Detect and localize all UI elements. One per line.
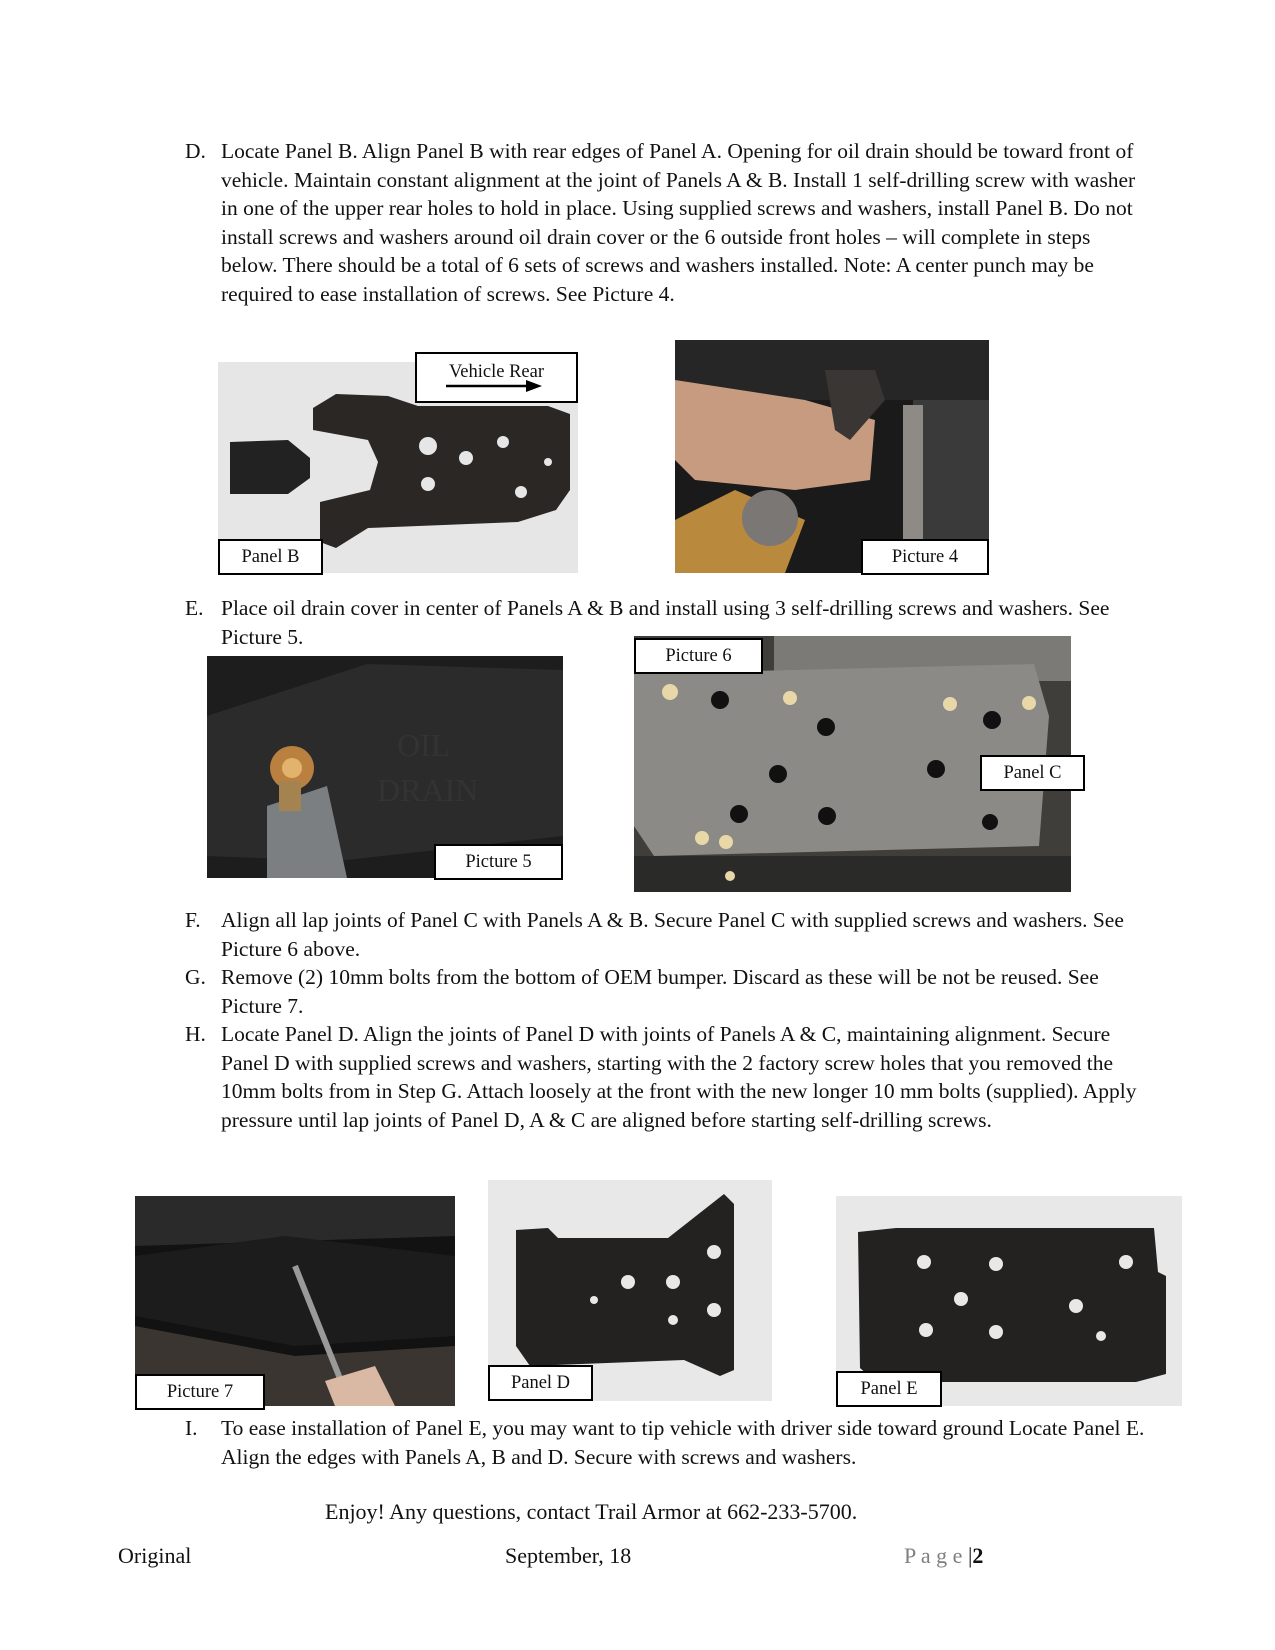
panel-d-label (488, 1365, 593, 1401)
step-text: Locate Panel B. Align Panel B with rear edges of Panel A. Opening for oil drain should be toward front of vehicle. Maintain constant alignment at the joint of Panels A & B. Install 1 self-drilling screw with washer in one of the upper rear holes to hold in place. Using supplied screws and washers, install Panel B. Do not install screws and washers around oil drain cover or the 6 outside front holes – will complete in steps below. There should be a total of 6 sets of screws and washers installed. Note: A center punch may be required to ease installation of screws. See Picture 4. (221, 139, 1136, 306)
panel-e-label (836, 1371, 942, 1407)
panel-d-label-text: Panel D (510, 1372, 571, 1393)
panel-b-label (218, 539, 323, 575)
step-letter: D. (185, 139, 206, 163)
drain-embossed-text: DRAIN (377, 772, 479, 808)
picture-4-label (861, 539, 989, 575)
panel-e-label-text: Panel E (860, 1378, 918, 1399)
picture-7-label-text: Picture 7 (166, 1381, 234, 1402)
panel-b-label-text: Panel B (241, 546, 300, 567)
arrow-right-icon (446, 380, 542, 392)
step-letter: F. (185, 908, 201, 932)
picture-7-label (135, 1374, 265, 1410)
panel-c-label (980, 755, 1085, 791)
picture-4-label-text: Picture 4 (891, 546, 959, 567)
step-text: To ease installation of Panel E, you may want to tip vehicle with driver side toward ground Locate Panel E. Align the edges with Panels A, B and D. Secure with screws and washers. (221, 1416, 1145, 1469)
closing-line: Enjoy! Any questions, contact Trail Armor at 662-233-5700. (325, 1499, 858, 1524)
step-i (185, 1414, 1145, 1471)
step-text: Locate Panel D. Align the joints of Panel D with joints of Panels A & C, maintaining alignment. Secure Panel D with supplied screws and washers, starting with the 2 factory screw holes that you removed the 10mm bolts from in Step G. Attach loosely at the front with the new longer 10 mm bolts (supplied). Apply pressure until lap joints of Panel D, A & C are aligned before starting self-drilling screws. (221, 1022, 1137, 1132)
step-h (185, 1020, 1145, 1134)
picture-5-label-text: Picture 5 (465, 851, 532, 872)
step-text: Remove (2) 10mm bolts from the bottom of OEM bumper. Discard as these will be not be reused. See Picture 7. (221, 965, 1099, 1018)
step-letter: H. (185, 1022, 206, 1046)
vehicle-rear-text: Vehicle Rear (448, 362, 545, 382)
step-letter: I. (185, 1416, 198, 1440)
step-text: Align all lap joints of Panel C with Panels A & B. Secure Panel C with supplied screws and washers. See Picture 6 above. (221, 908, 1124, 961)
page-separator: | (967, 1543, 973, 1568)
vehicle-rear-label (415, 352, 578, 403)
oil-embossed-text: OIL (397, 727, 451, 763)
page-indicator (904, 1543, 983, 1569)
picture-6-label (634, 638, 763, 674)
picture-5-label (434, 844, 563, 880)
step-g (185, 963, 1145, 1020)
picture-6-label-text: Picture 6 (665, 645, 732, 666)
footer-date: September, 18 (505, 1543, 632, 1568)
step-letter: E. (185, 596, 204, 620)
panel-c-label-text: Panel C (1003, 762, 1062, 783)
page-word: P a g e (904, 1543, 963, 1568)
step-f (185, 906, 1145, 963)
footer-left: Original (118, 1543, 192, 1568)
page-number: 2 (972, 1543, 984, 1568)
step-d (185, 137, 1145, 308)
step-letter: G. (185, 965, 206, 989)
step-text: Place oil drain cover in center of Panels A & B and install using 3 self-drilling screws and washers. See Picture 5. (221, 596, 1110, 649)
